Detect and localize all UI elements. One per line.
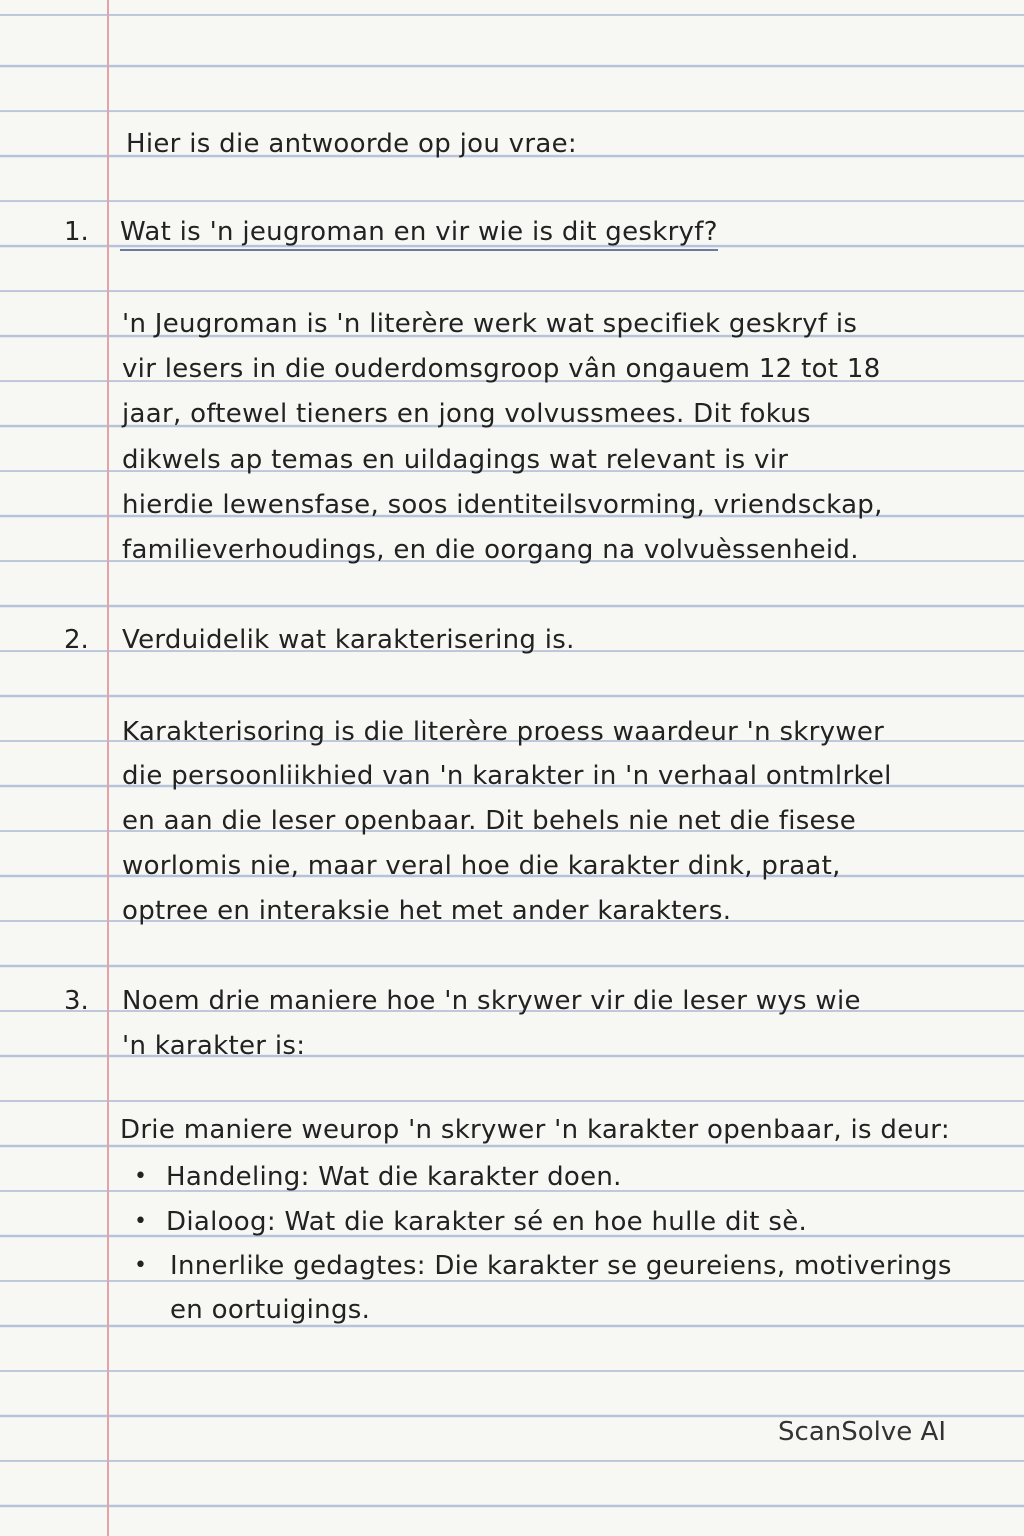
bullet-icon: • <box>134 1164 147 1189</box>
answer-1-line: familieverhoudings, en die oorgang na volvuèssenheid. <box>122 535 859 565</box>
answer-2-line: en aan die leser openbaar. Dit behels nie net die fisese <box>122 806 856 836</box>
question-1-number: 1. <box>64 217 89 247</box>
question-1-label: Wat is 'n jeugroman en vir wie is dit geskryf? <box>120 217 718 251</box>
margin-line <box>107 0 109 1536</box>
bullet-item: Handeling: Wat die karakter doen. <box>166 1162 622 1192</box>
answer-1-line: jaar, oftewel tieners en jong volvussmees. Dit fokus <box>122 399 811 429</box>
signature: ScanSolve AI <box>778 1417 946 1447</box>
answer-2-line: die persoonliikhied van 'n karakter in 'n verhaal ontmlrkel <box>122 761 892 791</box>
question-2-number: 2. <box>64 625 89 655</box>
question-3-number: 3. <box>64 986 89 1016</box>
bullet-icon: • <box>134 1253 147 1278</box>
bullet-item: Dialoog: Wat die karakter sé en hoe hulle dit sè. <box>166 1207 808 1237</box>
answer-1-line: dikwels ap temas en uildagings wat relevant is vir <box>122 445 789 475</box>
question-2-text: Verduidelik wat karakterisering is. <box>122 625 575 655</box>
bullet-item: Innerlike gedagtes: Die karakter se geureiens, motiverings <box>170 1251 952 1281</box>
bullet-item-continued: en oortuigings. <box>170 1295 371 1325</box>
answer-3-intro: Drie maniere weurop 'n skrywer 'n karakter openbaar, is deur: <box>120 1115 950 1145</box>
answer-2-line: worlomis nie, maar veral hoe die karakter dink, praat, <box>122 851 841 881</box>
bullet-icon: • <box>134 1209 147 1234</box>
intro-text: Hier is die antwoorde op jou vrae: <box>126 129 577 159</box>
question-3-text: Noem drie maniere hoe 'n skrywer vir die leser wys wie <box>122 986 861 1016</box>
question-1-text <box>120 212 718 252</box>
answer-1-line: 'n Jeugroman is 'n literère werk wat specifiek geskryf is <box>122 309 858 339</box>
answer-2-line: optree en interaksie het met ander karakters. <box>122 896 732 926</box>
answer-2-line: Karakterisoring is die literère proess waardeur 'n skrywer <box>122 717 885 747</box>
answer-1-line: vir lesers in die ouderdomsgroop vân ongauem 12 tot 18 <box>122 354 881 384</box>
answer-1-line: hierdie lewensfase, soos identiteilsvorming, vriendsckap, <box>122 490 883 520</box>
question-3-text: 'n karakter is: <box>122 1031 306 1061</box>
